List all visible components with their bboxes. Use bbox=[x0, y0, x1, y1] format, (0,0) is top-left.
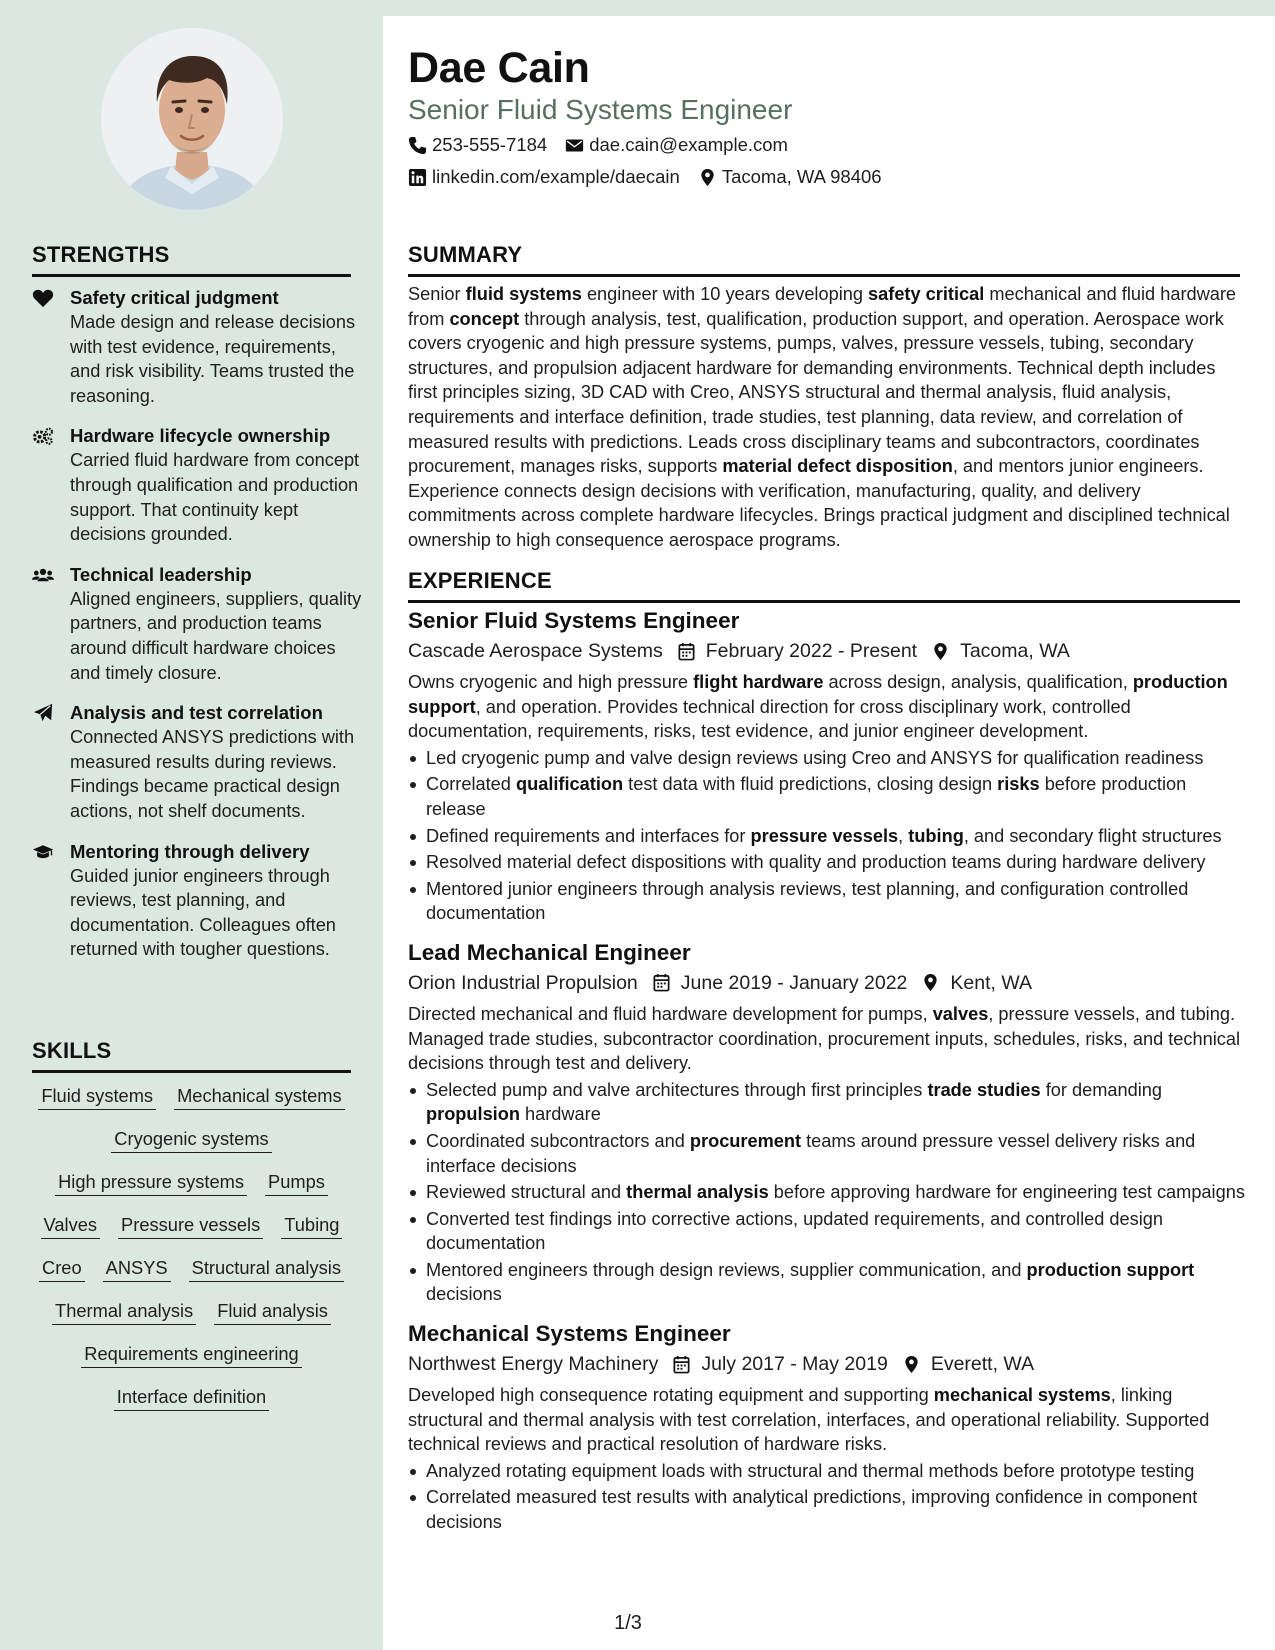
strength-item bbox=[32, 286, 362, 408]
list-item: Analyzed rotating equipment loads with structural and thermal methods before prototype testing bbox=[408, 1459, 1248, 1484]
skill-tag: Valves bbox=[41, 1213, 101, 1239]
skill-tag: High pressure systems bbox=[55, 1170, 247, 1196]
map-pin-icon bbox=[921, 973, 940, 992]
skill-tag: Tubing bbox=[281, 1213, 342, 1239]
envelope-icon bbox=[565, 136, 584, 155]
job-bullets bbox=[408, 1078, 1248, 1307]
job-company: Northwest Energy Machinery bbox=[408, 1353, 659, 1376]
strength-title: Mentoring through delivery bbox=[70, 840, 310, 862]
strengths-heading: STRENGTHS bbox=[32, 242, 351, 277]
avatar bbox=[101, 28, 283, 210]
strength-item bbox=[32, 563, 362, 685]
list-item: Correlated qualification test data with fluid predictions, closing design risks before production release bbox=[408, 772, 1248, 821]
list-item: Defined requirements and interfaces for pressure vessels, tubing, and secondary flight structures bbox=[408, 824, 1248, 849]
job-entry bbox=[408, 1319, 1248, 1535]
job-entry bbox=[408, 938, 1248, 1307]
candidate-name: Dae Cain bbox=[408, 44, 590, 92]
strength-item bbox=[32, 701, 362, 823]
phone-text: 253-555-7184 bbox=[432, 134, 548, 155]
users-icon bbox=[32, 565, 54, 585]
list-item: Resolved material defect dispositions with quality and production teams during hardware delivery bbox=[408, 850, 1248, 875]
skill-tag: Mechanical systems bbox=[174, 1084, 345, 1110]
strength-title: Hardware lifecycle ownership bbox=[70, 425, 331, 447]
candidate-headline: Senior Fluid Systems Engineer bbox=[408, 94, 793, 125]
summary-heading: SUMMARY bbox=[408, 242, 1240, 277]
contact-phone[interactable] bbox=[408, 134, 547, 156]
job-company: Cascade Aerospace Systems bbox=[408, 640, 663, 662]
strengths-list bbox=[32, 286, 362, 978]
job-location: Tacoma, WA bbox=[960, 640, 1070, 662]
experience-heading: EXPERIENCE bbox=[408, 568, 1240, 603]
skill-tag: Cryogenic systems bbox=[111, 1127, 271, 1153]
job-dates: June 2019 - January 2022 bbox=[680, 971, 908, 994]
contact-email[interactable] bbox=[565, 134, 788, 156]
calendar-icon bbox=[672, 1355, 691, 1374]
list-item: Led cryogenic pump and valve design reviews using Creo and ANSYS for qualification readiness bbox=[408, 746, 1248, 771]
linkedin-icon bbox=[408, 168, 427, 187]
job-meta bbox=[408, 1349, 1248, 1379]
skill-tag: Pressure vessels bbox=[118, 1213, 263, 1239]
map-pin-icon bbox=[902, 1355, 921, 1374]
job-summary: Owns cryogenic and high pressure flight hardware across design, analysis, qualification, production support, and operation. Provides technical direction for cross disciplinary work, controlled documentation, requirements, risks, test evidence, and junior engineer development. bbox=[408, 672, 1228, 742]
job-bullets bbox=[408, 1459, 1248, 1535]
profile-photo bbox=[101, 28, 283, 210]
skill-tag: Pumps bbox=[265, 1170, 328, 1196]
email-text: dae.cain@example.com bbox=[589, 134, 788, 155]
linkedin-text: linkedin.com/example/daecain bbox=[432, 166, 680, 187]
job-meta bbox=[408, 968, 1248, 998]
job-title: Senior Fluid Systems Engineer bbox=[408, 608, 740, 633]
skill-tag: Creo bbox=[39, 1256, 85, 1282]
strength-title: Analysis and test correlation bbox=[70, 702, 323, 724]
main-content bbox=[383, 16, 1275, 1650]
job-summary: Developed high consequence rotating equipment and supporting mechanical systems, linking structural and thermal analysis with test correlation, interfaces, and operational reliability. Supported technical reviews and practical resolution of hardware risks. bbox=[408, 1385, 1210, 1455]
skill-tag: Fluid analysis bbox=[214, 1299, 331, 1325]
list-item: Correlated measured test results with analytical predictions, improving confidence in component decisions bbox=[408, 1485, 1248, 1534]
strength-item bbox=[32, 840, 362, 962]
phone-icon bbox=[408, 136, 427, 155]
skills-heading: SKILLS bbox=[32, 1038, 351, 1073]
skill-tag: Fluid systems bbox=[38, 1084, 156, 1110]
skills-list bbox=[32, 1084, 351, 1411]
contact-location bbox=[698, 166, 882, 188]
job-bullets bbox=[408, 746, 1248, 926]
skill-tag: Requirements engineering bbox=[81, 1342, 301, 1368]
skill-tag: ANSYS bbox=[103, 1256, 171, 1282]
job-meta bbox=[408, 636, 1248, 666]
list-item: Mentored junior engineers through analysis reviews, test planning, and configuration controlled documentation bbox=[408, 877, 1248, 926]
calendar-icon bbox=[652, 973, 671, 992]
graduation-cap-icon bbox=[32, 842, 54, 862]
contact-row bbox=[408, 134, 806, 156]
strength-title: Technical leadership bbox=[70, 563, 252, 585]
sidebar bbox=[0, 0, 383, 1650]
job-location: Everett, WA bbox=[930, 1353, 1035, 1376]
contact-row bbox=[408, 166, 900, 188]
list-item: Converted test findings into corrective actions, updated requirements, and controlled design documentation bbox=[408, 1207, 1248, 1256]
strength-description: Carried fluid hardware from concept through qualification and production support. That continuity kept decisions grounded. bbox=[70, 450, 360, 545]
strength-title: Safety critical judgment bbox=[70, 287, 279, 308]
strength-description: Connected ANSYS predictions with measured results during reviews. Findings became practical design actions, not shelf documents. bbox=[70, 727, 355, 821]
contact-linkedin[interactable] bbox=[408, 166, 680, 188]
location-text: Tacoma, WA 98406 bbox=[721, 166, 882, 187]
skill-tag: Thermal analysis bbox=[52, 1299, 196, 1325]
page-number: 1/3 bbox=[614, 1612, 642, 1634]
job-title: Mechanical Systems Engineer bbox=[408, 1321, 731, 1347]
job-company: Orion Industrial Propulsion bbox=[408, 971, 638, 994]
list-item: Selected pump and valve architectures through first principles trade studies for demanding propulsion hardware bbox=[408, 1078, 1248, 1127]
job-dates: February 2022 - Present bbox=[705, 640, 918, 662]
job-title: Lead Mechanical Engineer bbox=[408, 939, 691, 965]
strength-description: Aligned engineers, suppliers, quality partners, and production teams around difficult hardware choices and timely closure. bbox=[70, 588, 362, 683]
gears-icon bbox=[32, 426, 54, 446]
experience-list bbox=[408, 606, 1248, 1547]
list-item: Mentored engineers through design reviews, supplier communication, and production support decisions bbox=[408, 1258, 1248, 1307]
job-dates: July 2017 - May 2019 bbox=[701, 1353, 888, 1376]
job-summary: Directed mechanical and fluid hardware development for pumps, valves, pressure vessels, and tubing. Managed trade studies, subcontractor coordination, procurement inputs, schedules, risks, and technical decisions through test and delivery. bbox=[408, 1003, 1241, 1074]
map-pin-icon bbox=[931, 642, 950, 661]
job-entry bbox=[408, 606, 1248, 926]
map-pin-icon bbox=[698, 168, 717, 187]
summary-text: Senior fluid systems engineer with 10 years developing safety critical mechanical and fluid hardware from concept through analysis, test, qualification, production support, and operation. Aerospace work covers cryogenic and high pressure systems, pumps, valves, pressure vessels, tubing, secondary structures, and propulsion adjacent hardware for demanding environments. Technical depth includes first principles sizing, 3D CAD with Creo, ANSYS structural and thermal analysis, fluid analysis, requirements and interface definition, trade studies, test planning, data review, and correlation of measured results with predictions. Leads cross disciplinary teams and subcontractors, coordinates procurement, manages risks, supports material defect disposition, and mentors junior engineers. Experience connects design decisions with verification, manufacturing, quality, and delivery commitments across complete hardware lifecycles. Brings practical judgment and disciplined technical ownership to high consequence aerospace programs. bbox=[408, 284, 1237, 550]
heart-icon bbox=[32, 288, 54, 308]
paper-plane-icon bbox=[32, 703, 54, 723]
skill-tag: Interface definition bbox=[114, 1385, 269, 1411]
skill-tag: Structural analysis bbox=[189, 1256, 344, 1282]
list-item: Reviewed structural and thermal analysis before approving hardware for engineering test campaigns bbox=[408, 1180, 1248, 1205]
strength-item bbox=[32, 424, 362, 546]
strength-description: Made design and release decisions with test evidence, requirements, and risk visibility. Teams trusted the reasoning. bbox=[70, 312, 356, 406]
list-item: Coordinated subcontractors and procurement teams around pressure vessel delivery risks and interface decisions bbox=[408, 1129, 1248, 1178]
calendar-icon bbox=[677, 642, 696, 661]
job-location: Kent, WA bbox=[950, 971, 1033, 994]
strength-description: Guided junior engineers through reviews, test planning, and documentation. Colleagues often returned with tougher questions. bbox=[70, 865, 336, 960]
